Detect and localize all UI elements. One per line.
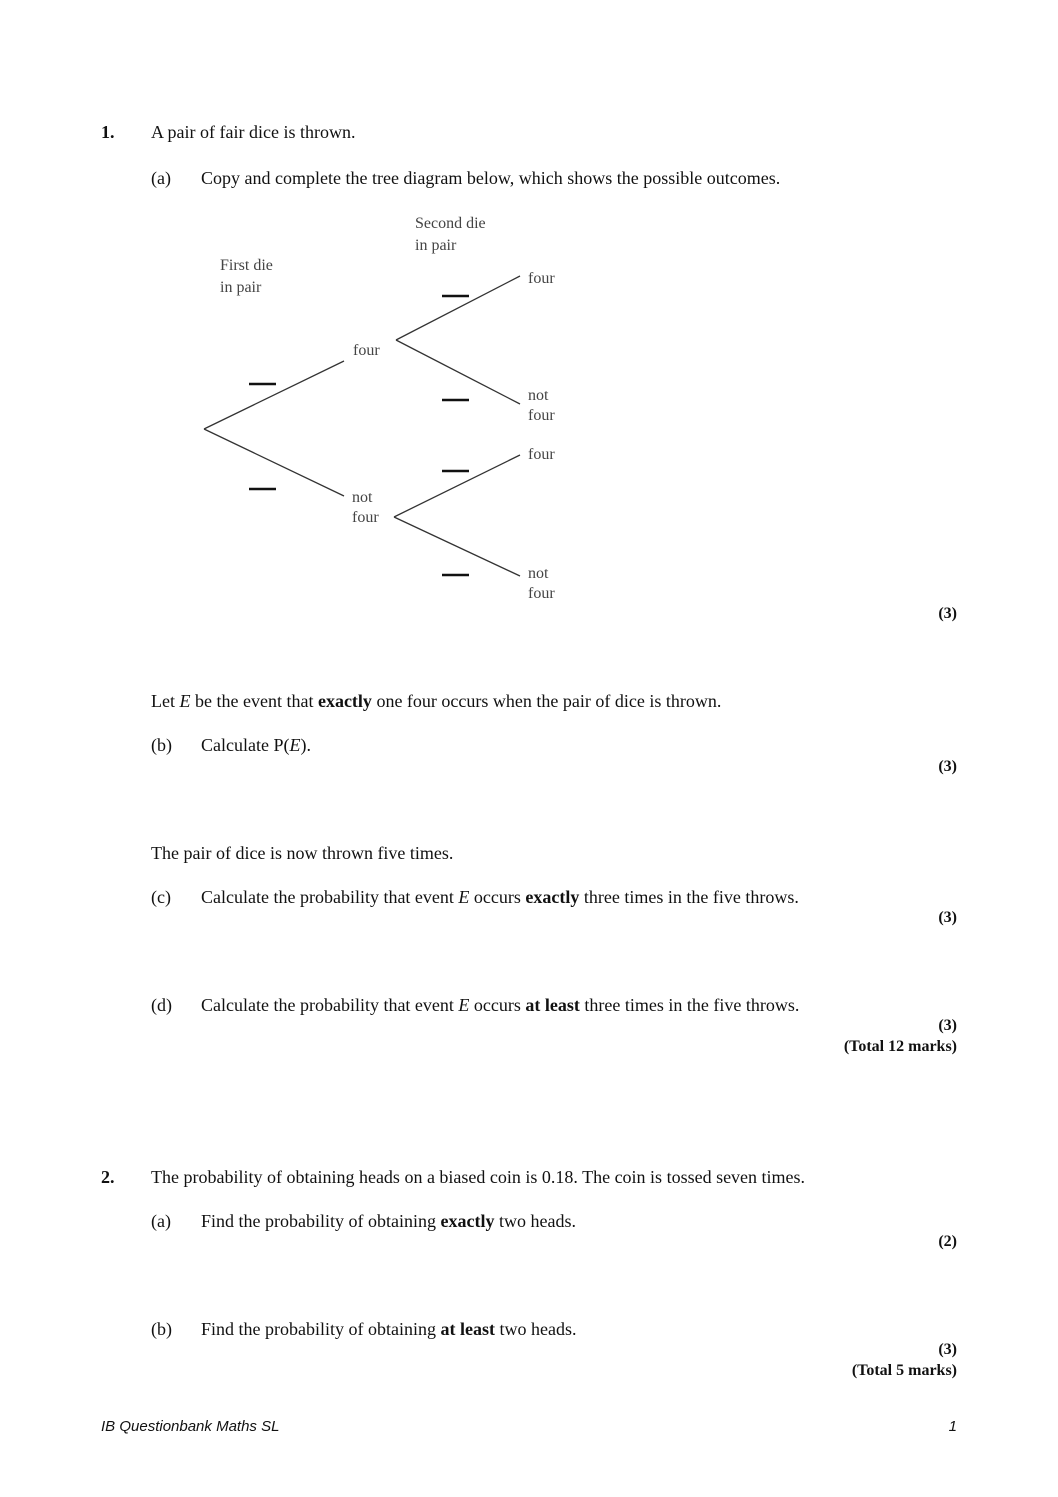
q2b-marks: (3) [938,1341,957,1358]
q2-stem: The probability of obtaining heads on a biased coin is 0.18. The coin is tossed seven times. [151,1167,806,1187]
q1b-text-1: Calculate P( [201,735,290,755]
q2b-bold: at least [440,1319,495,1339]
branch-notfour-four [394,455,520,517]
event-text-3: one four occurs when the pair of dice is thrown. [371,691,722,711]
q1b-label: (b) [151,735,172,755]
event-text-bold: exactly [317,691,372,711]
footer-source: IB Questionbank Maths SL [101,1418,280,1435]
node-first-not-four: four [352,509,379,526]
footer-page-number: 1 [948,1418,957,1435]
branch-first-four [204,361,344,429]
tree-branches [204,276,520,576]
q1-throw-intro: The pair of dice is now thrown five times. [151,843,454,863]
q1-number: 1. [101,122,115,142]
q1c-letter: E [458,887,470,907]
q1d-text-3: three times in the five throws. [579,995,800,1015]
event-letter: E [179,691,191,711]
leaf-notfour-not: not [528,565,549,582]
leaf-four-not: not [528,387,549,404]
q1b-text [201,735,311,756]
first-die-label-2: in pair [220,279,262,296]
node-first-four: four [353,342,380,359]
q1c-marks: (3) [938,909,957,926]
event-text-1: Let [151,691,180,711]
q1d-text [201,995,799,1016]
leaf-four-not-four: four [528,407,555,424]
probability-blanks [249,296,469,575]
branch-notfour-not-four [394,517,520,576]
event-text-2: be the event that [190,691,318,711]
first-die-label-1: First die [220,257,273,274]
q1c-text-2: occurs [469,887,526,907]
q1d-marks: (3) [938,1017,957,1034]
q2a-label: (a) [151,1211,171,1231]
q2a-text-1: Find the probability of obtaining [201,1211,441,1231]
q2a-marks: (2) [938,1233,957,1250]
q2-total-marks: (Total 5 marks) [851,1362,957,1379]
branch-four-not-four [396,340,520,404]
branch-four-four [396,276,520,340]
q1a-label: (a) [151,168,171,188]
node-first-not: not [352,489,373,506]
q1d-bold: at least [525,995,580,1015]
q1a-marks: (3) [938,605,957,622]
q1b-marks: (3) [938,758,957,775]
q2b-text-2: two heads. [494,1319,577,1339]
q1c-text-3: three times in the five throws. [579,887,799,907]
leaf-four-four: four [528,270,555,287]
q2b-text-1: Find the probability of obtaining [201,1319,441,1339]
q1d-text-1: Calculate the probability that event [201,995,459,1015]
q1c-text [201,887,799,908]
q1a-text: Copy and complete the tree diagram below, which shows the possible outcomes. [201,168,781,188]
q2a-bold: exactly [440,1211,495,1231]
q2b-label: (b) [151,1319,172,1339]
q2-number: 2. [101,1167,115,1187]
q1d-text-2: occurs [469,995,526,1015]
q1d-label: (d) [151,995,172,1015]
q1c-label: (c) [151,887,171,907]
q2b-text [201,1319,576,1340]
branch-first-not-four [204,429,344,496]
second-die-label-2: in pair [415,237,457,254]
q1-stem: A pair of fair dice is thrown. [151,122,356,142]
q1c-text-1: Calculate the probability that event [201,887,459,907]
q2a-text-2: two heads. [494,1211,576,1231]
q1d-letter: E [458,995,470,1015]
q1b-letter: E [289,735,301,755]
q1-event-definition [151,691,721,712]
leaf-notfour-not-four: four [528,585,555,602]
q2a-text [201,1211,576,1232]
q1-total-marks: (Total 12 marks) [843,1038,957,1055]
q1b-text-2: ). [300,735,311,755]
second-die-label-1: Second die [415,215,486,232]
leaf-notfour-four: four [528,446,555,463]
q1c-bold: exactly [525,887,580,907]
